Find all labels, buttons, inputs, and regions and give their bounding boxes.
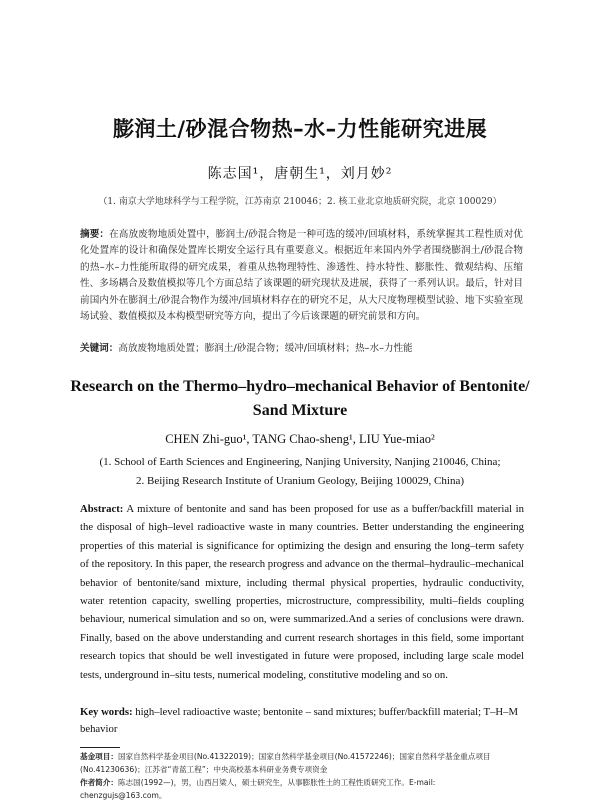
- chinese-affiliation: （1. 南京大学地球科学与工程学院，江苏南京 210046；2. 核工业北京地质研究院，北京 100029）: [98, 197, 502, 207]
- footnote-fund-label: 基金项目：: [80, 752, 118, 761]
- english-abstract-text: A mixture of bentonite and sand has been proposed for use as a buffer/backfill material in the disposal of high–level radioactive waste in many countries. Better understanding the engineering properties of this material is significance for optimizing the design and ensuring the long–term safety of the repository. In this paper, the research progress and advance on the thermal–hydraulic–mechanical behavior of bentonite/sand mixture, including thermal physical properties, hydraulic conductivity, water retention capacity, swelling properties, microstructure, compressibility, multi–fields coupling behaviour, numerical simulation and so on, were summarized.And a series of conclusions were drawn. Finally, based on the above understanding and current research shortages in this field, some important research topics that should be well investigated in future were proposed, including large scale model tests, underground in–situ tests, numerical modeling, constitutive modeling and so on.: [80, 503, 524, 681]
- chinese-abstract-text: 在高放废物地质处置中，膨润土/砂混合物是一种可选的缓冲/回填材料，系统掌握其工程性质对优化处置库的设计和确保处置库长期安全运行具有重要意义。根据近年来国内外学者围绕膨润土/砂混合物的热–水–力性能所取得的研究成果，着重从热物理特性、渗透性、持水特性、膨胀性、微观结构、压缩性、多场耦合及数值模拟等几个方面总结了该课题的研究现状及进展，获得了一系列认识。最后，针对目前国内外在膨润土/砂混合物作为缓冲/回填材料存在的研究不足，从大尺度物理模型试验、地下实验室现场试验、数值模拟及本构模型研究等方向，提出了今后该课题的研究前景和方向。: [80, 229, 524, 323]
- english-keywords-text: high–level radioactive waste; bentonite – sand mixtures; buffer/backfill material; T–H–M behavior: [80, 706, 518, 735]
- chinese-title: 膨润土/砂混合物热–水–力性能研究进展: [112, 117, 488, 141]
- footnote-fund: [80, 750, 524, 776]
- english-keywords: [80, 704, 524, 738]
- english-affiliation-line-2: 2. Beijing Research Institute of Uranium Geology, Beijing 100029, China): [135, 475, 464, 487]
- footnote-fund-text: 国家自然科学基金项目(No.41322019)；国家自然科学基金项目(No.41572246)；国家自然科学基金重点项目(No.41230636)；江苏省“青蓝工程”；中央高校基本科研业务费专项资金: [80, 752, 491, 774]
- english-abstract-label: Abstract:: [80, 503, 124, 515]
- english-abstract: [80, 500, 524, 684]
- english-affiliation-line-1: (1. School of Earth Sciences and Engineering, Nanjing University, Nanjing 210046, China;: [99, 456, 501, 468]
- footnote-author: [80, 776, 524, 802]
- english-keywords-label: Key words:: [80, 706, 133, 718]
- english-title: Research on the Thermo–hydro–mechanical Behavior of Bentonite/ Sand Mixture: [70, 378, 530, 419]
- footnote: [80, 750, 524, 802]
- footnote-author-label: 作者简介：: [80, 778, 118, 787]
- english-affiliation: [0, 453, 600, 491]
- footnote-divider: [80, 747, 120, 748]
- footnote-author-text: 陈志国(1992—)，男，山西吕梁人，硕士研究生，从事膨胀性土的工程性质研究工作。E-mail: chenzgujs@163.com。: [80, 778, 436, 800]
- chinese-abstract-label: 摘要：: [80, 229, 110, 240]
- english-authors: CHEN Zhi-guo¹, TANG Chao-sheng¹, LIU Yue-miao²: [165, 432, 435, 446]
- chinese-authors: 陈志国¹，唐朝生¹，刘月妙²: [207, 166, 393, 182]
- chinese-keywords-label: 关键词：: [80, 343, 119, 354]
- chinese-abstract: [80, 227, 523, 325]
- chinese-keywords: [80, 342, 523, 356]
- chinese-keywords-text: 高放废物地质处置；膨润土/砂混合物；缓冲/回填材料；热–水–力性能: [118, 343, 413, 354]
